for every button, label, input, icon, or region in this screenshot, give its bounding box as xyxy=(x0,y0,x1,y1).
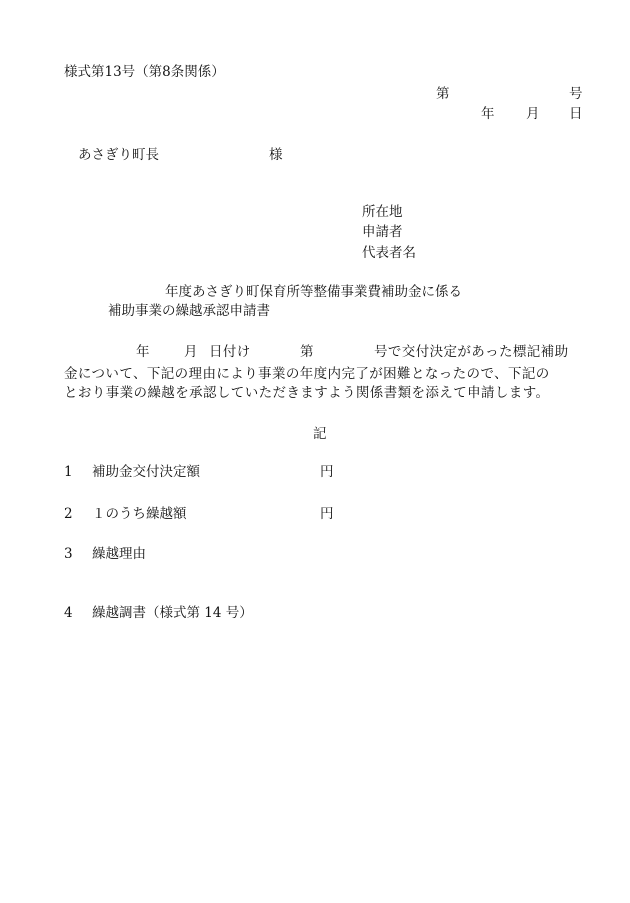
item-label-subsidy-amount: 補助金交付決定額 xyxy=(92,464,200,480)
document-number-suffix: 号 xyxy=(569,86,583,102)
body-paragraph-line3: とおり事業の繰越を承認していただきますよう関係書類を添えて申請します。 xyxy=(64,385,550,401)
applicant-representative-label: 代表者名 xyxy=(362,245,416,261)
body-year-unit: 年 xyxy=(136,344,150,360)
item-number: 2 xyxy=(64,506,73,522)
item-number: 1 xyxy=(64,464,73,480)
date-day-unit: 日 xyxy=(569,106,583,122)
item-label-carryover-reason: 繰越理由 xyxy=(92,546,146,562)
body-line1-rest: 号で交付決定があった標記補助 xyxy=(374,344,569,360)
applicant-address-label: 所在地 xyxy=(362,204,403,220)
document-title-line2: 補助事業の繰越承認申請書 xyxy=(108,303,270,319)
document-number-prefix: 第 xyxy=(436,86,450,102)
addressee-honorific: 様 xyxy=(269,147,283,163)
document-title-line1: 年度あさぎり町保育所等整備事業費補助金に係る xyxy=(165,284,462,300)
item-number: 4 xyxy=(64,605,73,621)
item-unit-yen: 円 xyxy=(320,506,334,522)
item-unit-yen: 円 xyxy=(320,464,334,480)
applicant-name-label: 申請者 xyxy=(362,224,403,240)
addressee-name: あさぎり町長 xyxy=(78,147,159,163)
date-month-unit: 月 xyxy=(526,106,540,122)
ki-heading: 記 xyxy=(313,426,327,442)
item-number: 3 xyxy=(64,546,73,562)
date-year-unit: 年 xyxy=(481,106,495,122)
item-label-carryover-schedule: 繰越調書（様式第 14 号） xyxy=(92,605,253,621)
body-day-unit: 日付け xyxy=(209,344,251,360)
body-month-unit: 月 xyxy=(184,344,198,360)
form-number: 様式第13号（第8条関係） xyxy=(64,64,225,80)
body-number-prefix: 第 xyxy=(300,344,314,360)
item-label-carryover-amount: １のうち繰越額 xyxy=(92,506,187,522)
body-paragraph-line2: 金について、下記の理由により事業の年度内完了が困難となったので、下記の xyxy=(64,366,550,382)
